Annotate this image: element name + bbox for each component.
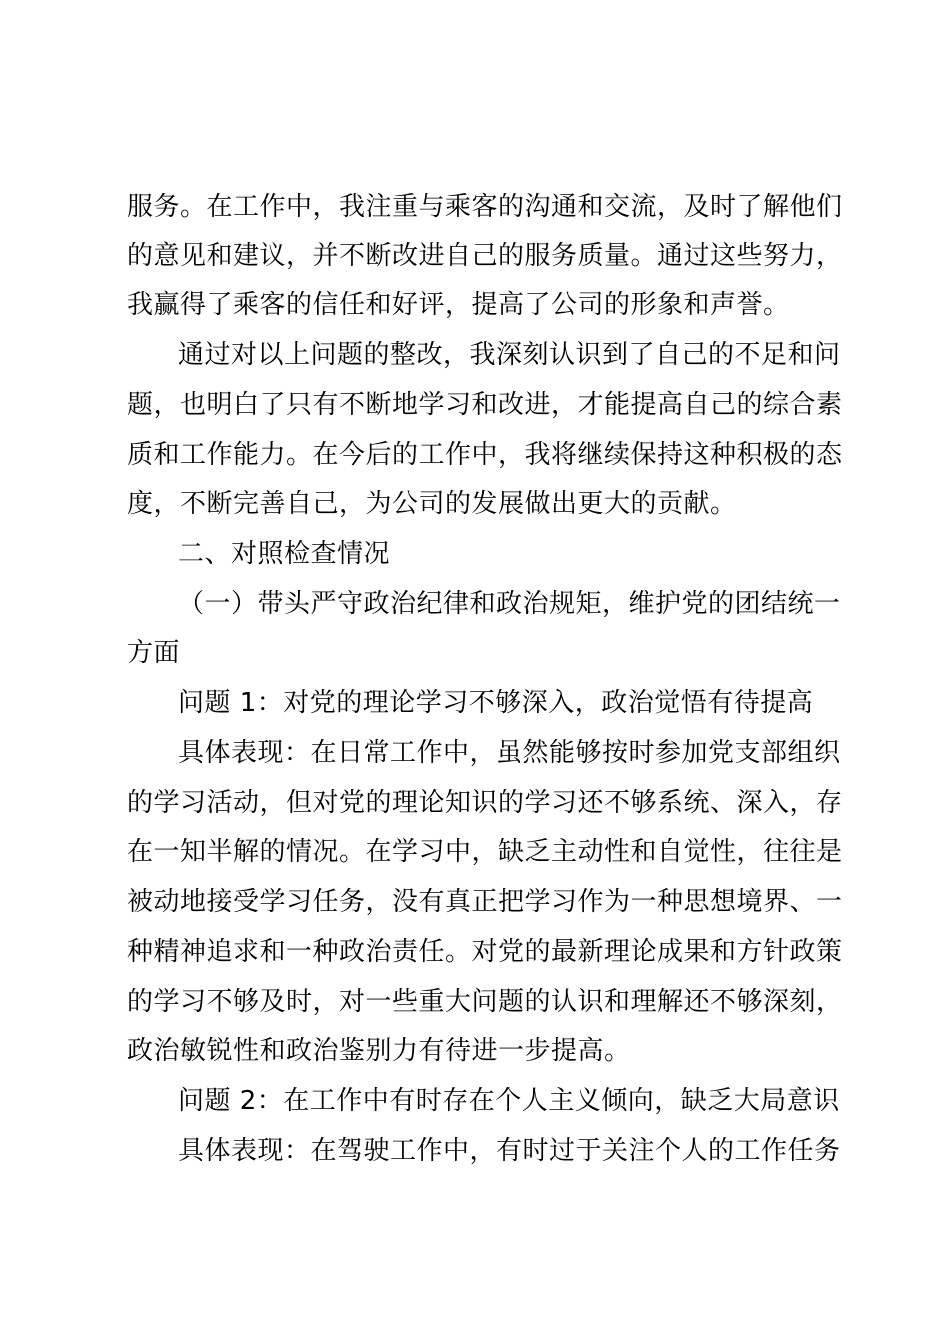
text-line: 度，不断完善自己，为公司的发展做出更大的贡献。 <box>127 489 737 519</box>
text-line: 具体表现：在日常工作中，虽然能够按时参加党支部组织 <box>178 738 841 768</box>
subsection-heading-cont: 方面 <box>127 638 181 668</box>
subsection-heading: （一）带头严守政治纪律和政治规矩，维护党的团结统一 <box>178 589 841 619</box>
text-line: 具体表现：在驾驶工作中，有时过于关注个人的工作任务 <box>178 1136 841 1166</box>
problem-heading: 问题 1：对党的理论学习不够深入，政治觉悟有待提高 <box>178 688 814 718</box>
text-line: 的学习活动，但对党的理论知识的学习还不够系统、深入，存 <box>127 788 843 818</box>
text-line: 题，也明白了只有不断地学习和改进，才能提高自己的综合素 <box>127 390 843 420</box>
text-line: 在一知半解的情况。在学习中，缺乏主动性和自觉性，往往是 <box>127 837 843 867</box>
section-heading: 二、对照检查情况 <box>178 539 391 569</box>
text-line: 种精神追求和一种政治责任。对党的最新理论成果和方针政策 <box>127 937 843 967</box>
text-line: 质和工作能力。在今后的工作中，我将继续保持这种积极的态 <box>127 440 843 470</box>
text-line: 通过对以上问题的整改，我深刻认识到了自己的不足和问 <box>178 340 841 370</box>
text-line: 的学习不够及时，对一些重大问题的认识和理解还不够深刻， <box>127 987 843 1017</box>
problem-heading: 问题 2：在工作中有时存在个人主义倾向，缺乏大局意识 <box>178 1086 840 1116</box>
text-line: 政治敏锐性和政治鉴别力有待进一步提高。 <box>127 1036 631 1066</box>
text-line: 我赢得了乘客的信任和好评，提高了公司的形象和声誉。 <box>127 290 790 320</box>
text-line: 被动地接受学习任务，没有真正把学习作为一种思想境界、一 <box>127 887 843 917</box>
text-line: 服务。在工作中，我注重与乘客的沟通和交流，及时了解他们 <box>127 192 843 222</box>
text-line: 的意见和建议，并不断改进自己的服务质量。通过这些努力， <box>127 241 843 271</box>
